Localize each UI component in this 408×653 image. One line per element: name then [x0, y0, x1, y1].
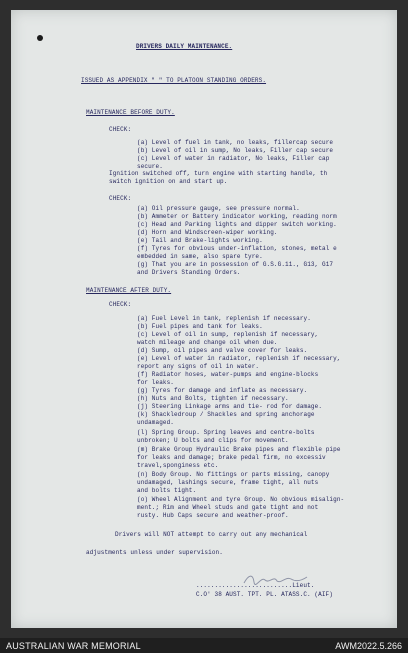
list-item: and Drivers Standing Orders.	[137, 269, 241, 276]
list-item: (j) Steering Linkage arms and tie- rod for damage.	[137, 403, 323, 410]
list-item: (c) Level of oil in sump, replenish if necessary,	[137, 331, 319, 338]
list-item: (o) Wheel Alignment and tyre Group. No obvious misalign-	[137, 496, 345, 503]
list-item: (d) Horn and Windscreen-wiper working.	[137, 229, 278, 236]
list-item: watch mileage and change oil when due.	[137, 339, 278, 346]
list-item: (g) That you are in possession of G.S.G.11., G13, G17	[137, 261, 334, 268]
list-item: (d) Sump, oil pipes and valve cover for leaks.	[137, 347, 308, 354]
check-label: CHECK:	[109, 126, 132, 133]
list-item: report any signs of oil in water.	[137, 363, 260, 370]
list-item: undamaged.	[137, 419, 175, 426]
list-item: (f) Radiator hoses, water-pumps and engine-blocks	[137, 371, 319, 378]
list-item: (m) Brake Group Hydraulic Brake pipes and flexible pipe	[137, 446, 341, 453]
signature-unit: C.O' 38 AUST. TPT. PL. ATASS.C. (AIF)	[196, 591, 333, 598]
list-item: (a) Oil pressure gauge, see pressure normal.	[137, 205, 300, 212]
list-item: for leaks and damage; brake pedal firm, no excessiv	[137, 454, 326, 461]
list-item: embedded in same, also spare tyre.	[137, 253, 263, 260]
list-item: and bolts tight.	[137, 487, 197, 494]
list-item: (l) Spring Group. Spring leaves and centre-bolts	[137, 429, 315, 436]
list-item: (b) Fuel pipes and tank for leaks.	[137, 323, 263, 330]
footer-source: AUSTRALIAN WAR MEMORIAL	[6, 641, 141, 651]
ignition-line: Ignition switched off, turn engine with starting handle, th	[109, 170, 328, 177]
list-item: (b) Ammeter or Battery indicator working, reading norm	[137, 213, 337, 220]
after-duty-heading: MAINTENANCE AFTER DUTY.	[86, 287, 172, 294]
list-item: undamaged, lashings secure, frame tight, all nuts	[137, 479, 319, 486]
list-item: (a) Level of fuel in tank, no leaks, fillercap secure	[137, 139, 334, 146]
document-title: DRIVERS DAILY MAINTENANCE.	[136, 43, 233, 50]
list-item: (c) Head and Parking lights and dipper switch working.	[137, 221, 337, 228]
closing-line: adjustments unless under supervision.	[86, 549, 223, 556]
list-item: (n) Body Group. No fittings or parts missing, canopy	[137, 471, 330, 478]
punch-hole	[37, 35, 43, 41]
list-item: unbroken; U bolts and clips for movement.	[137, 437, 289, 444]
list-item: ment.; Rim and Wheel studs and gate tight and not	[137, 504, 319, 511]
list-item: (e) Level of water in radiator, replenish if necessary,	[137, 355, 341, 362]
list-item: for leaks.	[137, 379, 175, 386]
list-item: (f) Tyres for obvious under-inflation, stones, metal e	[137, 245, 337, 252]
list-item: secure.	[137, 163, 163, 170]
ignition-line: switch ignition on and start up.	[109, 178, 228, 185]
list-item: (c) Level of water in radiator, No leaks, Filler cap	[137, 155, 330, 162]
list-item: (e) Tail and Brake-lights working.	[137, 237, 263, 244]
list-item: (b) Level of oil in sump, No leaks, Filler cap secure	[137, 147, 334, 154]
list-item: (g) Tyres for damage and inflate as necessary.	[137, 387, 308, 394]
document-page	[11, 10, 397, 628]
footer-id: AWM2022.5.266	[335, 641, 402, 651]
closing-line: Drivers will NOT attempt to carry out any mechanical	[115, 531, 308, 538]
list-item: (a) Fuel Level in tank, replenish if necessary.	[137, 315, 311, 322]
list-item: (k) Shackledroup / Shackles and spring anchorage	[137, 411, 315, 418]
list-item: (h) Nuts and Bolts, tighten if necessary.	[137, 395, 289, 402]
check-label: CHECK:	[109, 195, 132, 202]
signature-rank: ..........................Lieut.	[196, 582, 315, 589]
list-item: travel,sponginess etc.	[137, 462, 219, 469]
before-duty-heading: MAINTENANCE BEFORE DUTY.	[86, 109, 175, 116]
issued-line: ISSUED AS APPENDIX " " TO PLATOON STANDING ORDERS.	[81, 77, 267, 84]
check-label: CHECK:	[109, 301, 132, 308]
list-item: rusty. Hub Caps secure and weather-proof.	[137, 512, 289, 519]
